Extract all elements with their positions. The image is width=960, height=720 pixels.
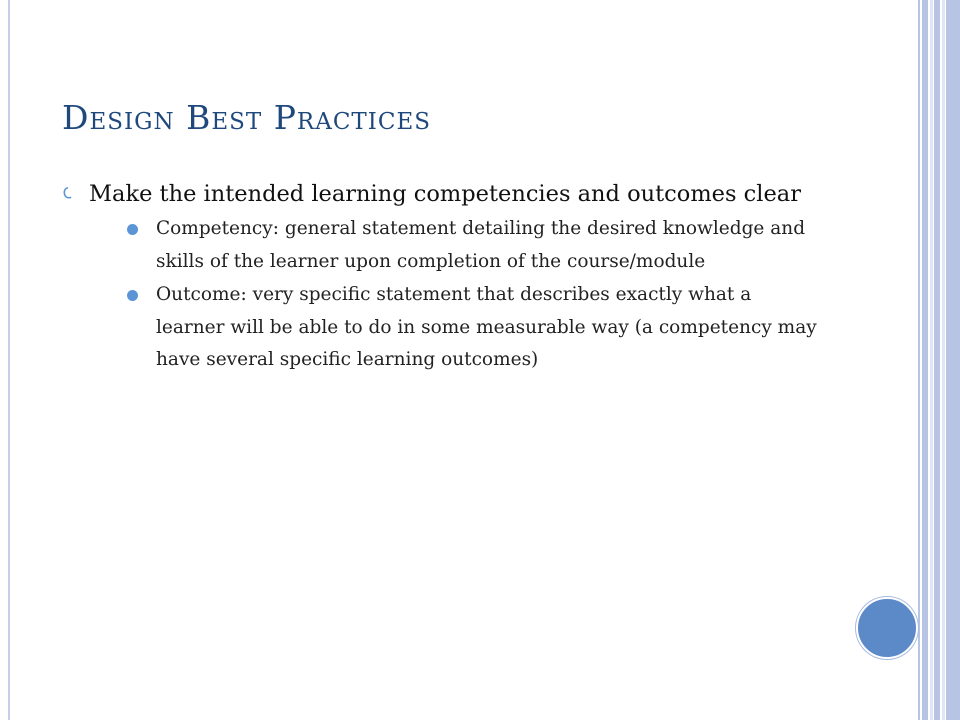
dot-bullet-icon	[127, 290, 138, 301]
decorative-circle	[856, 597, 918, 659]
bullet-hook-icon	[62, 187, 72, 199]
bullet-text: Make the intended learning competencies and outcomes clear	[89, 181, 801, 207]
slide-title: Design Best Practices	[62, 98, 432, 137]
sub-bullet-list	[89, 213, 820, 377]
sub-bullet-text: Outcome: very specific statement that describes exactly what a learner will be able to do in some measurable way (a competency may have several specific learning outcomes)	[156, 284, 817, 370]
decorative-stripe	[918, 0, 920, 720]
slide-content	[60, 177, 820, 377]
decorative-stripe	[922, 0, 928, 720]
dot-bullet-icon	[127, 224, 138, 235]
decorative-stripe	[930, 0, 933, 720]
bullet-item	[60, 177, 820, 377]
left-border-line	[8, 0, 10, 720]
decorative-stripe	[946, 0, 960, 720]
decorative-stripe	[942, 0, 945, 720]
sub-bullet-text: Competency: general statement detailing the desired knowledge and skills of the learner upon completion of the course/module	[156, 218, 806, 272]
decorative-stripe	[934, 0, 940, 720]
sub-bullet-item	[118, 279, 820, 377]
sub-bullet-item	[118, 213, 820, 278]
